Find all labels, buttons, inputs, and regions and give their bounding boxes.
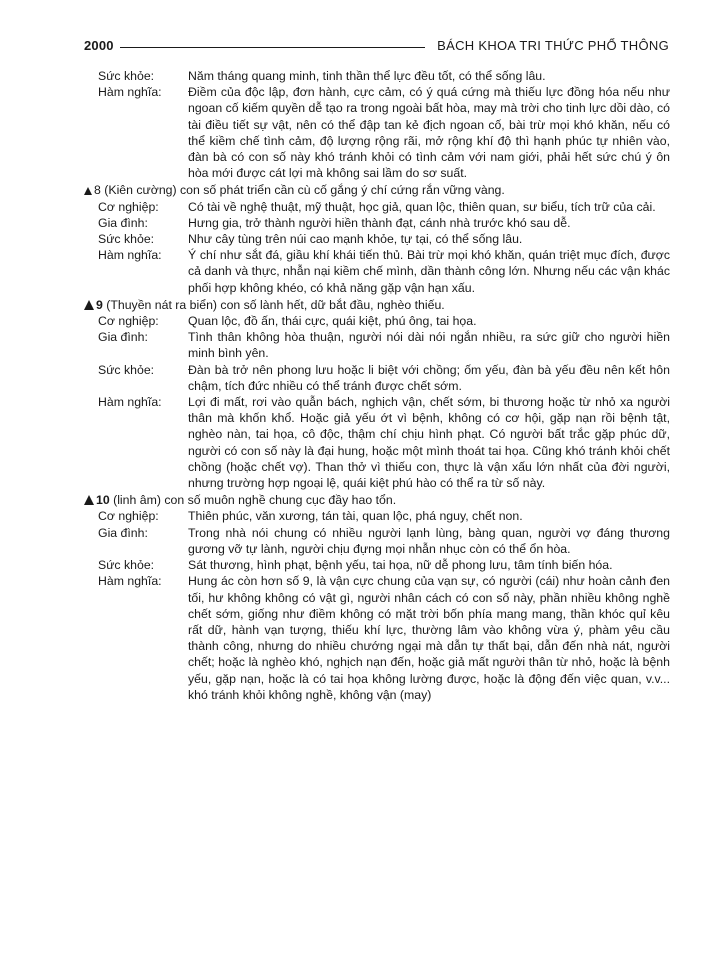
entry [98, 508, 670, 524]
entry-label: Sức khỏe: [98, 558, 155, 573]
header-rule [120, 47, 425, 48]
page-number: 2000 [84, 38, 114, 53]
entry [98, 231, 670, 247]
entry-label: Cơ nghiệp: [98, 314, 159, 329]
entry [98, 573, 670, 703]
entry [98, 68, 670, 84]
entry-text: Năm tháng quang minh, tinh thần thể lực đều tốt, có thể sống lâu. [188, 69, 546, 83]
entry [98, 199, 670, 215]
section-10 [84, 492, 670, 703]
section-9 [84, 297, 670, 491]
entry-label: Sức khỏe: [98, 362, 155, 377]
section-title: (Kiên cường) con số phát triển cần cù cố gắng ý chí cứng rắn vững vàng. [104, 183, 505, 198]
entry-label: Cơ nghiệp: [98, 199, 159, 214]
entry-label: Hàm nghĩa: [98, 395, 162, 410]
entry-text: Quan lộc, đồ ấn, thái cực, quái kiệt, phú ông, tai họa. [188, 314, 477, 329]
entry-text: Có tài về nghệ thuật, mỹ thuật, học giả, quan lộc, thiên quan, sư biểu, tích trữ của cải. [188, 199, 656, 214]
entry [98, 247, 670, 296]
triangle-icon [84, 187, 92, 195]
section-8 [84, 182, 670, 295]
entry-text: Ý chí như sắt đá, giầu khí khái tiến thủ. Bài trừ mọi khó khăn, quán triệt mục đích, được cả danh và thực, nhẫn nại kiềm chế mình, dần thành công lớn. Nhưng nếu các vận khác phối hợp không khéo, có khả năng gặp vận hạn xấu. [188, 248, 670, 295]
entry-text: Điềm của độc lập, đơn hành, cực cảm, có ý quá cứng mà thiếu lực đồng hóa nếu như ngoan cố kiếm quyền dễ tạo ra trong ngoài bất hòa, may mà trời cho tinh lực dồi dào, có tài điều tiết sự vật, nên có thể đập tan kẻ địch ngoan cố, bài trừ mọi khó khăn, nếu có thể kiềm chế tình cảm, độ lượng rộng rãi, mở rộng khí độ thì hạnh phúc tự nhiên vào, đàn bà có con số này khó tránh khỏi có tình cảm với nam giới, phải hết sức chú ý ôn hòa mới được cát lợi mà không sai lầm do sơ suất. [188, 85, 670, 181]
entry-text: Sát thương, hình phạt, bệnh yếu, tai họa, nữ dễ phong lưu, tâm tính biến hóa. [188, 558, 613, 573]
entry [98, 84, 670, 181]
entry [98, 362, 670, 394]
running-title: BÁCH KHOA TRI THỨC PHỔ THÔNG [437, 38, 669, 53]
entry [98, 313, 670, 329]
section-marker: 8 [84, 182, 101, 198]
entry-label: Cơ nghiệp: [98, 509, 159, 524]
section-title: (Thuyền nát ra biển) con số lành hết, dữ bắt đầu, nghèo thiếu. [106, 297, 445, 312]
triangle-icon [84, 495, 94, 505]
entry-text: Lợi đi mất, rơi vào quẫn bách, nghịch vận, chết sớm, bi thương hoặc từ nhỏ xa người thân mà khốn khổ. Hoặc giả yếu ớt vì bệnh, không có cơ hội, gặp nạn rồi bệnh tật, nghèo nàn, tai họa, cô độc, thậm chí chịu hình phạt. Có người bất trắc gặp phúc dữ, người có con số này là đại hung, hoặc một mình thoát tai họa. Cũng khó tránh khỏi chết chồng (hoặc chết vợ). Than thở vì thiếu con, thực là vận xấu lớn nhất của đời người, nhưng trường hợp ngoại lệ, quái kiệt phú hào có thể ra từ số này. [188, 395, 670, 491]
entry [98, 215, 670, 231]
section-heading [84, 297, 670, 313]
section-heading [84, 492, 670, 508]
entry-label: Gia đình: [98, 525, 148, 540]
entry-text: Đàn bà trở nên phong lưu hoặc li biệt với chồng; ốm yếu, đàn bà yếu đều nên kết hôn chậm, tích đức nhiều có thể tránh được chết sớm. [188, 362, 670, 393]
page-header [84, 38, 669, 56]
entry-label: Hàm nghĩa: [98, 248, 162, 263]
entry-label: Sức khỏe: [98, 69, 155, 83]
entry [98, 329, 670, 361]
entry-label: Hàm nghĩa: [98, 574, 162, 589]
entry-text: Thiên phúc, văn xương, tán tài, quan lộc, phá nguy, chết non. [188, 509, 523, 524]
section-title: (linh âm) con số muôn nghề chung cục đầy hao tổn. [113, 493, 397, 508]
entry [98, 525, 670, 557]
triangle-icon [84, 300, 94, 310]
entry-text: Hưng gia, trở thành người hiền thành đạt, cánh nhà trước khó sau dễ. [188, 215, 571, 230]
entry-text: Tình thân không hòa thuận, người nói dài nói ngắn nhiều, ra sức giữ cho người hiền minh bình yên. [188, 330, 670, 361]
page-body [84, 68, 670, 703]
entry [98, 394, 670, 491]
entry-text: Hung ác còn hơn số 9, là vận cực chung của vạn sự, có người (cái) như hoàn cảnh đen tối, hư không không có vật gì, người nhân cách có con số này, phần nhiều không nghề chết sớm, giống như điềm không có mặt trời bốn phía mang mang, thần khóc quỉ kêu rất dữ, hành vạn tượng, thiếu khí lực, thường lâm vào không vừa ý, phàm yêu cầu thành công, nhưng do nhiều chướng ngại mà dẫn tự thất bại, dẫn đến nhà nát, người chết; hoặc là nghèo khó, nghịch nạn đến, hoặc giả mất người thân từ nhỏ, hoặc là bệnh yếu, gặp nạn, hoặc là có tai họa không lường được, hoặc là động đến việc quan, v.v... khó tránh khỏi không nghề, không vận (may) [188, 574, 670, 702]
entry-label: Hàm nghĩa: [98, 85, 162, 100]
entry-label: Gia đình: [98, 215, 148, 230]
entry-text: Như cây tùng trên núi cao mạnh khỏe, tự tại, có thể sống lâu. [188, 232, 523, 247]
entry-label: Gia đình: [98, 330, 148, 345]
section-marker: 10 [84, 492, 110, 508]
entry-label: Sức khỏe: [98, 232, 155, 247]
entry-text: Trong nhà nói chung có nhiều người lạnh lùng, bàng quan, người vợ đáng thương gương vỡ tự lành, người chịu đựng mọi nhẫn nhục còn có thể ổn hòa. [188, 525, 670, 556]
section-marker: 9 [84, 297, 103, 313]
section-heading [84, 182, 670, 198]
entry [98, 557, 670, 573]
